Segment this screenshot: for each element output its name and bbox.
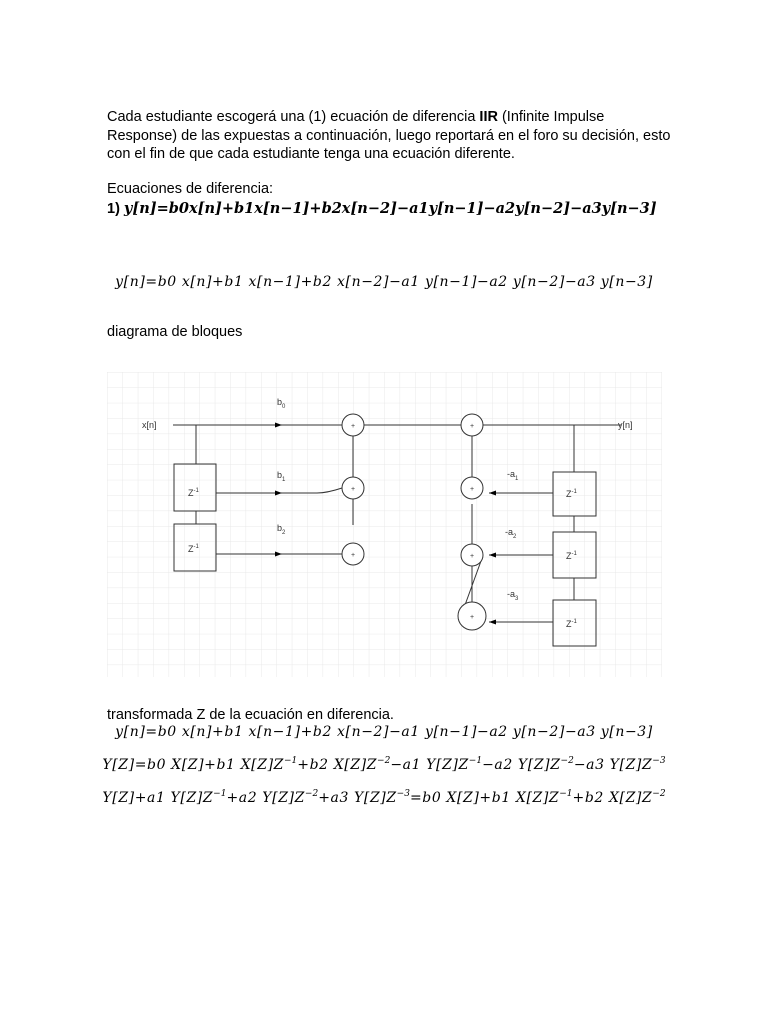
z-equation-3: Y[Z]+a1 $Y[Z]Z^{-1}+a2$ $Y[Z]Z^{-2}+a3$ $Y[Z]Z^{-3}=b0$ X[Z]+b1 $X[Z]Z^{-1}+b2$ $X[Z]Z^{-2}$ <box>102 789 666 806</box>
adder-sign-6: + <box>469 553 475 560</box>
intro-text-1: Cada estudiante escogerá una (1) ecuación de diferencia <box>107 109 480 125</box>
equation-1-text: y[n]=b0x[n]+b1x[n−1]+b2x[n−2]−a1y[n−1]−a2y[n−2]−a3y[n−3] <box>123 200 657 217</box>
diagram-label: diagrama de bloques <box>107 324 243 340</box>
coef-b0-label: $b_0$ <box>277 397 286 410</box>
adder-sign-7: + <box>469 614 475 621</box>
z-equation-1: y[n]=b0 x[n]+b1 x[n−1]+b2 x[n−2]−a1 y[n−1]−a2 y[n−2]−a3 y[n−3] <box>115 724 653 740</box>
z-label-5: $Z^{-1}$ <box>566 619 577 629</box>
coef-a2-label: $-a_2$ <box>505 527 517 540</box>
z-equation-2: Y[Z]=b0 X[Z]+b1 $X[Z]Z^{-1}+b2$ $X[Z]Z^{-2}-a1$ $Y[Z]Z^{-1}-a2$ $Y[Z]Z^{-2}-a3$ $Y[Z]Z^{-3}$ <box>102 756 666 773</box>
intro-bold-iir: IIR <box>479 109 498 125</box>
equation-1 <box>107 200 657 217</box>
z-label-1: $Z^{-1}$ <box>188 488 199 498</box>
input-label: x[n] <box>142 420 157 430</box>
adder-sign-2: + <box>350 486 356 493</box>
z-label-2: $Z^{-1}$ <box>188 544 199 554</box>
z-label-3: $Z^{-1}$ <box>566 489 577 499</box>
display-equation: y[n]=b0 x[n]+b1 x[n−1]+b2 x[n−2]−a1 y[n−1]−a2 y[n−2]−a3 y[n−3] <box>115 274 653 290</box>
coef-b1-label: $b_1$ <box>277 470 286 483</box>
adder-sign-4: + <box>469 423 475 430</box>
coef-a3-label: $-a_3$ <box>507 589 519 602</box>
z-transform-label: transformada Z de la ecuación en diferencia. <box>107 707 394 723</box>
intro-text-2: (Infinite Impulse Response) de las expuestas a continuación, luego reportará en el foro su decisión, esto con el fin de que cada estudiante tenga una ecuación diferente. <box>107 109 671 162</box>
equations-heading: Ecuaciones de diferencia: <box>107 181 274 197</box>
coef-a1-label: $-a_1$ <box>507 469 519 482</box>
block-diagram <box>107 372 662 677</box>
output-label: y[n] <box>618 420 633 430</box>
adder-sign-3: + <box>350 552 356 559</box>
z-label-4: $Z^{-1}$ <box>566 551 577 561</box>
adder-sign-1: + <box>350 423 356 430</box>
coef-b2-label: $b_2$ <box>277 523 286 536</box>
equation-1-number: 1) <box>107 201 124 217</box>
adder-sign-5: + <box>469 486 475 493</box>
intro-paragraph <box>107 108 677 164</box>
